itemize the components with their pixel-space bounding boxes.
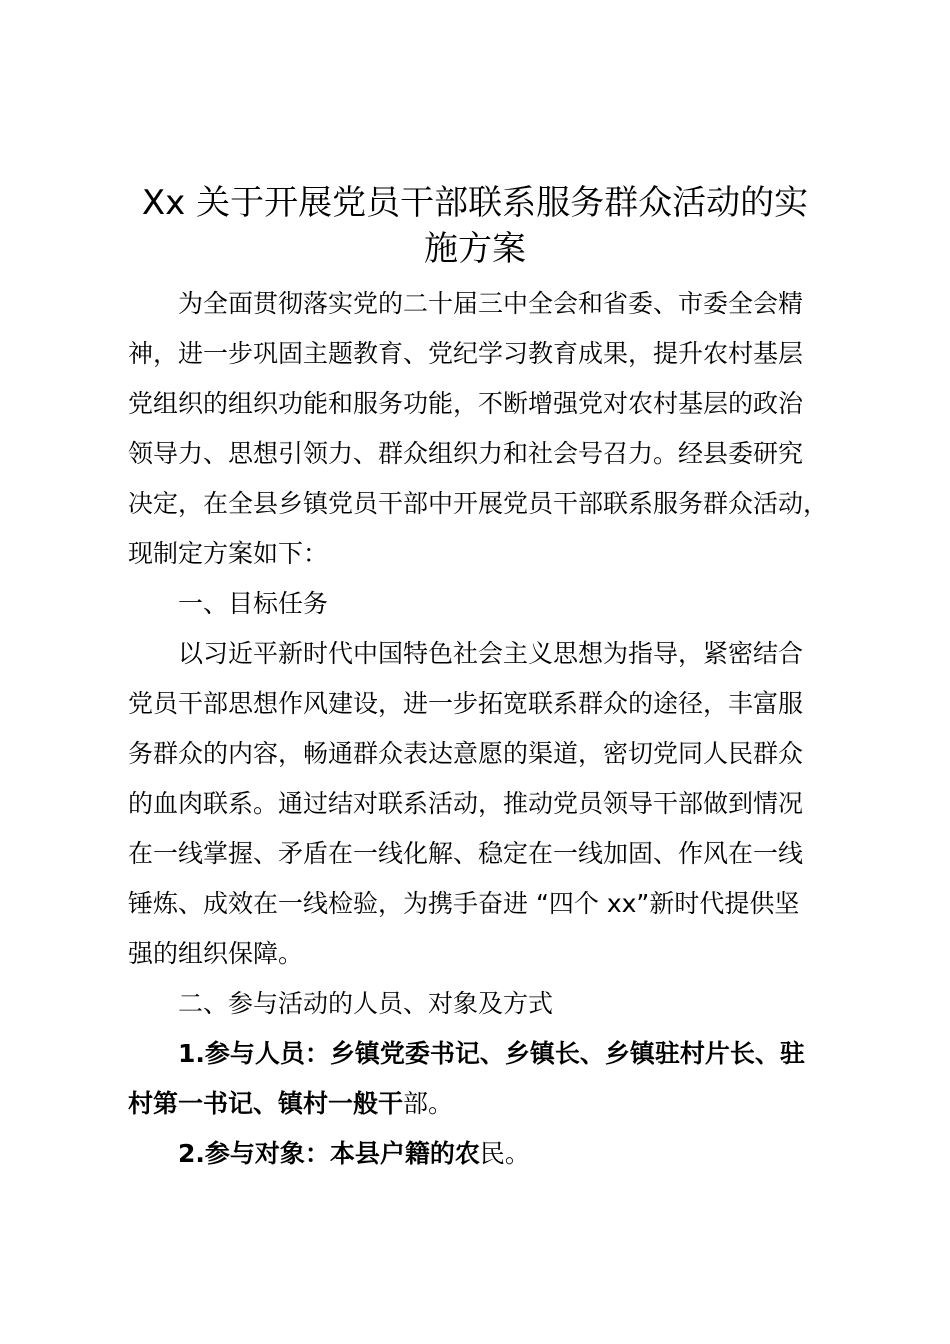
title-line-2: 施方案 — [424, 229, 526, 269]
section1-line-6: 锤炼、成效在一线检验，为携手奋进 “四个 xx”新时代提供坚 — [128, 889, 800, 918]
item2-bold: 2.参与对象：本县户籍的农 — [178, 1139, 480, 1168]
intro-line-2: 神，进一步巩固主题教育、党纪学习教育成果，提升农村基层 — [128, 339, 804, 368]
intro-line-4: 领导力、思想引领力、群众组织力和社会号召力。经县委研究 — [128, 439, 804, 468]
section1-line-2: 党员干部思想作风建设，进一步拓宽联系群众的途径，丰富服 — [128, 689, 804, 718]
intro-line-5: 决定，在全县乡镇党员干部中开展党员干部联系服务群众活动， — [128, 489, 829, 518]
section-heading-2: 二、参与活动的人员、对象及方式 — [178, 989, 554, 1018]
section1-line-1: 以习近平新时代中国特色社会主义思想为指导，紧密结合 — [178, 639, 804, 668]
section1-line-4: 的血肉联系。通过结对联系活动，推动党员领导干部做到情况 — [128, 789, 804, 818]
section-heading-1: 一、目标任务 — [178, 589, 329, 618]
item1-line-2-tail: 部。 — [403, 1089, 454, 1118]
item1-line-2 — [128, 1087, 453, 1121]
section1-line-5: 在一线掌握、矛盾在一线化解、稳定在一线加固、作风在一线 — [128, 839, 804, 868]
intro-line-1: 为全面贯彻落实党的二十届三中全会和省委、市委全会精 — [178, 289, 804, 318]
section1-line-7: 强的组织保障。 — [128, 939, 304, 968]
section1-line-3: 务群众的内容，畅通群众表达意愿的渠道，密切党同人民群众 — [128, 739, 804, 768]
document-title — [110, 180, 840, 272]
item2-tail: 民。 — [479, 1139, 530, 1168]
title-line-1: Xx 关于开展党员干部联系服务群众活动的实 — [141, 183, 809, 223]
intro-line-3: 党组织的组织功能和服务功能，不断增强党对农村基层的政治 — [128, 389, 804, 418]
item1-line-2-bold: 村第一书记、镇村一般干 — [128, 1089, 404, 1118]
item2-line — [178, 1137, 530, 1171]
item1-line-1: 1.参与人员：乡镇党委书记、乡镇长、乡镇驻村片长、驻 — [178, 1039, 805, 1068]
intro-line-6: 现制定方案如下： — [128, 539, 329, 568]
